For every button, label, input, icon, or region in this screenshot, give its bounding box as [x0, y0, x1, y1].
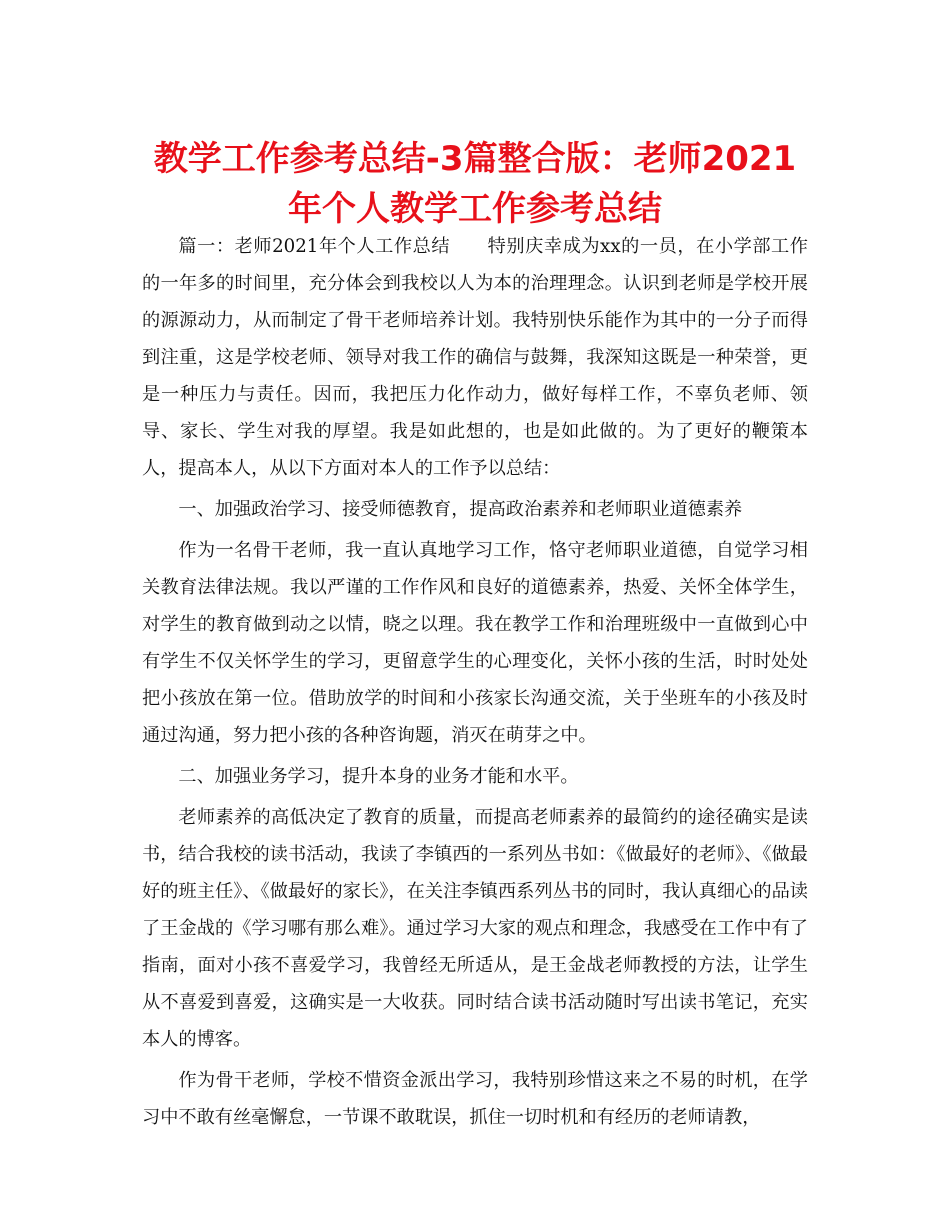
- document-title: 教学工作参考总结-3篇整合版：老师2021年个人教学工作参考总结: [153, 139, 797, 229]
- section-heading-2: 二、加强业务学习，提升本身的业务才能和水平。: [178, 766, 579, 787]
- paragraph-section-2: 老师素养的高低决定了教育的质量，而提高老师素养的最简约的途径确实是读书，结合我校的读书活动，我读了李镇西的一系列丛书如：《做最好的老师》、《做最好的班主任》、《做最好的家长》，在关注李镇西系列丛书的同时，我认真细心的品读了王金战的《学习哪有那么难》。通过学习大家的观点和理念，我感受在工作中有了指南，面对小孩不喜爱学习，我曾经无所适从，是王金战老师教授的方法，让学生从不喜爱到喜爱，这确实是一大收获。同时结合读书活动随时写出读书笔记，充实本人的博客。: [142, 807, 808, 1050]
- paragraph-intro: 篇一：老师2021年个人工作总结 特别庆幸成为xx的一员，在小学部工作的一年多的时间里，充分体会到我校以人为本的治理理念。认识到老师是学校开展的源源动力，从而制定了骨干老师培养计划。我特别快乐能作为其中的一分子而得到注重，这是学校老师、领导对我工作的确信与鼓舞，我深知这既是一种荣誉，更是一种压力与责任。因而，我把压力化作动力，做好每样工作，不辜负老师、领导、家长、学生对我的厚望。我是如此想的，也是如此做的。为了更好的鞭策本人，提高本人，从以下方面对本人的工作予以总结：: [142, 236, 808, 479]
- paragraph-section-1: 作为一名骨干老师，我一直认真地学习工作，恪守老师职业道德，自觉学习相关教育法律法规。我以严谨的工作作风和良好的道德素养，热爱、关怀全体学生，对学生的教育做到动之以情，晓之以理。我在教学工作和治理班级中一直做到心中有学生不仅关怀学生的学习，更留意学生的心理变化，关怀小孩的生活，时时处处把小孩放在第一位。借助放学的时间和小孩家长沟通交流，关于坐班车的小孩及时通过沟通，努力把小孩的各种咨询题，消灭在萌芽之中。: [142, 540, 808, 746]
- paragraph-section-2-cont: 作为骨干老师，学校不惜资金派出学习，我特别珍惜这来之不易的时机，在学习中不敢有丝毫懈怠，一节课不敢耽误，抓住一切时机和有经历的老师请教，: [142, 1070, 808, 1128]
- document-body: [142, 228, 808, 1136]
- section-heading-1: 一、加强政治学习、接受师德教育，提高政治素养和老师职业道德素养: [178, 499, 743, 520]
